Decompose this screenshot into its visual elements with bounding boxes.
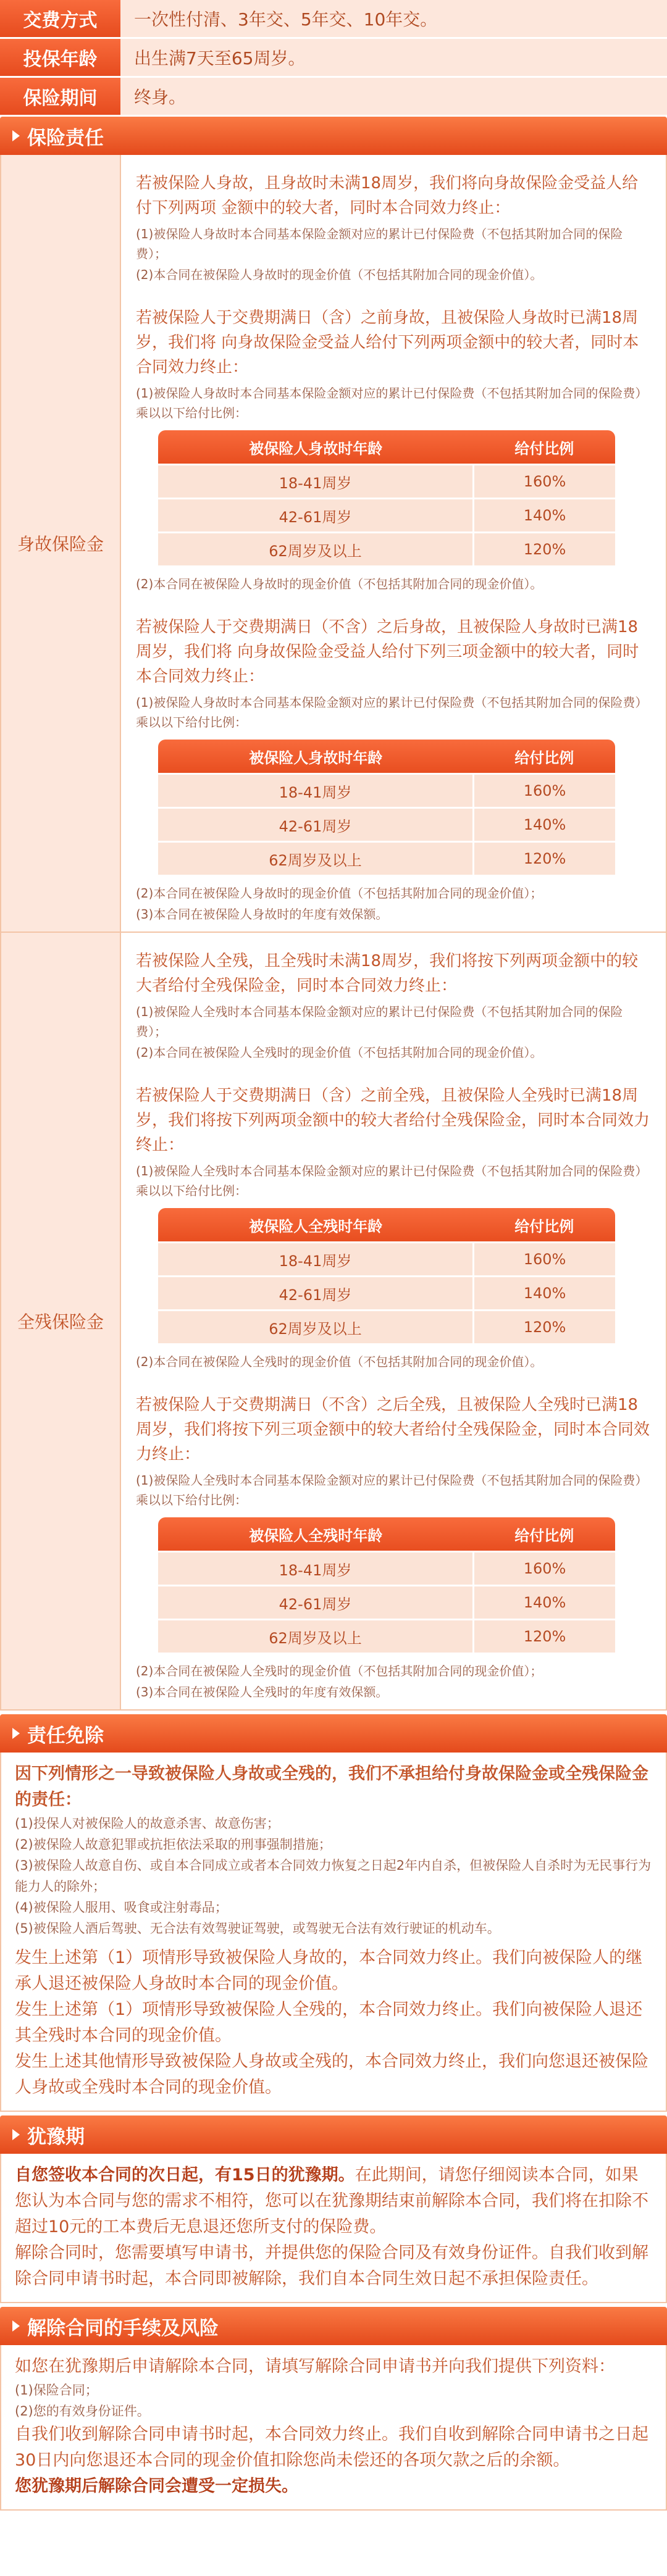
death-clause-1-item-1: (1)被保险人身故时本合同基本保险金额对应的累计已付保险费（不包括其附加合同的保险费）； xyxy=(136,227,623,261)
table-cell-age: 18-41周岁 xyxy=(158,1552,474,1586)
exemption-item: (5)被保险人酒后驾驶、无合法有效驾驶证驾驶，或驾驶无合法有效行驶证的机动车。 xyxy=(15,1921,500,1936)
table-cell-age: 62周岁及以上 xyxy=(158,1620,474,1653)
hesitation-paragraph-1 xyxy=(15,2162,652,2240)
disability-clause-2-item-2: (2)本合同在被保险人全残时的现金价值（不包括其附加合同的现金价值）。 xyxy=(136,1354,543,1369)
death-ratio-table-1 xyxy=(158,430,615,565)
table-row xyxy=(158,1552,615,1586)
cancel-intro: 如您在犹豫期后申请解除本合同，请填写解除合同申请书并向我们提供下列资料： xyxy=(15,2357,615,2376)
exemption-intro: 因下列情形之一导致被保险人身故或全残的，我们不承担给付身故保险金或全残保险金的责任： xyxy=(15,1764,648,1809)
disability-clause-3-item-3: (3)本合同在被保险人全残时的年度有效保额。 xyxy=(136,1685,388,1699)
death-clause-3-item-1: (1)被保险人身故时本合同基本保险金额对应的累计已付保险费（不包括其附加合同的保险费）乘以以下给付比例： xyxy=(136,695,648,730)
section-title: 责任免除 xyxy=(27,1724,104,1747)
exemption-item: (2)被保险人故意犯罪或抗拒依法采取的刑事强制措施； xyxy=(15,1837,332,1852)
table-cell-age: 62周岁及以上 xyxy=(158,533,474,566)
cancel-item: (2)您的有效身份证件。 xyxy=(15,2404,150,2419)
triangle-icon xyxy=(12,2320,20,2332)
hesitation-bold-lead: 自您签收本合同的次日起，有15日的犹豫期。 xyxy=(15,2165,355,2185)
exemption-item: (4)被保险人服用、吸食或注射毒品； xyxy=(15,1900,228,1915)
table-row xyxy=(158,1243,615,1277)
death-benefit-body xyxy=(121,155,666,932)
section-title: 解除合同的手续及风险 xyxy=(27,2317,219,2340)
table-row xyxy=(158,1620,615,1653)
table-header-ratio: 给付比例 xyxy=(474,1517,616,1552)
table-cell-age: 62周岁及以上 xyxy=(158,1311,474,1344)
table-row xyxy=(158,533,615,566)
exemption-after: 发生上述其他情形导致被保险人身故或全残的，本合同效力终止，我们向您退还被保险人身故或全残时本合同的现金价值。 xyxy=(15,2052,648,2097)
death-clause-3: 若被保险人于交费期满日（不含）之后身故，且被保险人身故时已满18周岁，我们将 向身故保险金受益人给付下列三项金额中的较大者，同时本合同效力终止： xyxy=(136,618,639,686)
table-cell-age: 42-61周岁 xyxy=(158,1277,474,1311)
table-header-age: 被保险人身故时年龄 xyxy=(158,430,474,465)
disability-benefit-label: 全残保险金 xyxy=(1,933,121,1709)
table-header-age: 被保险人全残时年龄 xyxy=(158,1208,474,1243)
hesitation-rest: 在此期间，请您仔细阅读本合同，如果您认为本合同与您的需求不相符，您可以在犹豫期结束前解除本合同，我们将在扣除不超过10元的工本费后无息退还您所支付的保险费。 xyxy=(15,2165,648,2236)
exemption-after: 发生上述第（1）项情形导致被保险人身故的，本合同效力终止。我们向被保险人的继承人退还被保险人身故时本合同的现金价值。 xyxy=(15,1948,643,1993)
table-cell-age: 42-61周岁 xyxy=(158,1586,474,1620)
hesitation-box xyxy=(0,2154,667,2303)
table-cell-ratio: 120% xyxy=(474,1620,616,1653)
table-header-age: 被保险人全残时年龄 xyxy=(158,1517,474,1552)
table-header-age: 被保险人身故时年龄 xyxy=(158,740,474,774)
exemption-item: (1)投保人对被保险人的故意杀害、故意伤害； xyxy=(15,1816,280,1831)
triangle-icon xyxy=(12,130,20,141)
death-clause-1-item-2: (2)本合同在被保险人身故时的现金价值（不包括其附加合同的现金价值）。 xyxy=(136,267,543,282)
info-row-age xyxy=(0,39,667,78)
table-row xyxy=(158,842,615,875)
disability-clause-3: 若被保险人于交费期满日（不含）之后全残，且被保险人全残时已满18周岁，我们将按下列三项金额中的较大者给付全残保险金，同时本合同效力终止： xyxy=(136,1396,650,1464)
death-ratio-table-2 xyxy=(158,740,615,875)
cancel-box xyxy=(0,2345,667,2511)
table-cell-ratio: 140% xyxy=(474,1277,616,1311)
table-row xyxy=(158,808,615,842)
table-header-ratio: 给付比例 xyxy=(474,430,616,465)
table-cell-age: 42-61周岁 xyxy=(158,499,474,533)
death-clause-3-item-2: (2)本合同在被保险人身故时的现金价值（不包括其附加合同的现金价值）； xyxy=(136,886,543,901)
death-benefit-label: 身故保险金 xyxy=(1,155,121,932)
section-header-responsibility xyxy=(0,117,667,155)
table-cell-ratio: 120% xyxy=(474,1311,616,1344)
table-row xyxy=(158,1311,615,1344)
table-cell-ratio: 160% xyxy=(474,465,616,499)
section-header-cancel xyxy=(0,2307,667,2345)
section-header-hesitation xyxy=(0,2115,667,2154)
table-cell-age: 18-41周岁 xyxy=(158,774,474,808)
disability-clause-2-item-1: (1)被保险人全残时本合同基本保险金额对应的累计已付保险费（不包括其附加合同的保险费）乘以以下给付比例： xyxy=(136,1164,648,1198)
table-cell-ratio: 160% xyxy=(474,1552,616,1586)
disability-clause-1-item-2: (2)本合同在被保险人全残时的现金价值（不包括其附加合同的现金价值）。 xyxy=(136,1045,543,1060)
table-header-ratio: 给付比例 xyxy=(474,740,616,774)
death-clause-3-item-3: (3)本合同在被保险人身故时的年度有效保额。 xyxy=(136,907,388,922)
table-row xyxy=(158,465,615,499)
table-row xyxy=(158,1277,615,1311)
disability-clause-2: 若被保险人于交费期满日（含）之前全残，且被保险人全残时已满18周岁，我们将按下列两项金额中的较大者给付全残保险金，同时本合同效力终止： xyxy=(136,1086,650,1154)
info-value: 出生满7天至65周岁。 xyxy=(120,39,667,76)
table-row xyxy=(158,1586,615,1620)
info-label: 保险期间 xyxy=(0,78,120,115)
cancel-paragraph-2: 自我们收到解除合同申请书时起，本合同效力终止。我们自收到解除合同申请书之日起30日内向您退还本合同的现金价值扣除您尚未偿还的各项欠款之后的余额。 xyxy=(15,2425,648,2470)
table-cell-ratio: 160% xyxy=(474,774,616,808)
death-clause-2: 若被保险人于交费期满日（含）之前身故，且被保险人身故时已满18周岁，我们将 向身故保险金受益人给付下列两项金额中的较大者，同时本合同效力终止： xyxy=(136,309,639,377)
disability-benefit-body xyxy=(121,933,666,1709)
section-title: 保险责任 xyxy=(27,127,104,149)
disability-clause-3-item-1: (1)被保险人全残时本合同基本保险金额对应的累计已付保险费（不包括其附加合同的保险费）乘以以下给付比例： xyxy=(136,1473,648,1507)
table-cell-ratio: 120% xyxy=(474,842,616,875)
exemption-item: (3)被保险人故意自伤、或自本合同成立或者本合同效力恢复之日起2年内自杀，但被保险人自杀时为无民事行为能力人的除外； xyxy=(15,1858,652,1894)
table-cell-age: 18-41周岁 xyxy=(158,1243,474,1277)
table-cell-age: 18-41周岁 xyxy=(158,465,474,499)
cancel-warning: 您犹豫期后解除合同会遭受一定损失。 xyxy=(15,2477,298,2496)
cancel-item: (1)保险合同； xyxy=(15,2383,98,2398)
disability-clause-1-item-1: (1)被保险人全残时本合同基本保险金额对应的累计已付保险费（不包括其附加合同的保险费）； xyxy=(136,1004,623,1039)
section-title: 犹豫期 xyxy=(27,2125,85,2148)
table-cell-ratio: 140% xyxy=(474,808,616,842)
info-row-payment xyxy=(0,0,667,39)
disability-clause-3-item-2: (2)本合同在被保险人全残时的现金价值（不包括其附加合同的现金价值）； xyxy=(136,1664,543,1678)
death-benefit-block xyxy=(0,155,667,933)
disability-ratio-table-2 xyxy=(158,1517,615,1653)
info-value: 终身。 xyxy=(120,78,667,115)
table-header-ratio: 给付比例 xyxy=(474,1208,616,1243)
table-cell-ratio: 160% xyxy=(474,1243,616,1277)
table-cell-ratio: 140% xyxy=(474,1586,616,1620)
death-clause-2-item-2: (2)本合同在被保险人身故时的现金价值（不包括其附加合同的现金价值）。 xyxy=(136,577,543,591)
death-clause-1: 若被保险人身故，且身故时未满18周岁，我们将向身故保险金受益人给付下列两项 金额中的较大者，同时本合同效力终止： xyxy=(136,174,639,217)
death-clause-2-item-1: (1)被保险人身故时本合同基本保险金额对应的累计已付保险费（不包括其附加合同的保险费）乘以以下给付比例： xyxy=(136,386,648,420)
disability-benefit-block xyxy=(0,933,667,1711)
exemption-box xyxy=(0,1753,667,2112)
table-cell-ratio: 120% xyxy=(474,533,616,566)
table-cell-age: 42-61周岁 xyxy=(158,808,474,842)
info-label: 交费方式 xyxy=(0,0,120,37)
triangle-icon xyxy=(12,2129,20,2140)
table-row xyxy=(158,774,615,808)
triangle-icon xyxy=(12,1728,20,1739)
info-value: 一次性付清、3年交、5年交、10年交。 xyxy=(120,0,667,37)
disability-clause-1: 若被保险人全残，且全残时未满18周岁，我们将按下列两项金额中的较大者给付全残保险金，同时本合同效力终止： xyxy=(136,952,639,995)
table-row xyxy=(158,499,615,533)
exemption-after: 发生上述第（1）项情形导致被保险人全残的，本合同效力终止。我们向被保险人退还其全残时本合同的现金价值。 xyxy=(15,2000,643,2045)
info-row-period xyxy=(0,78,667,117)
table-cell-ratio: 140% xyxy=(474,499,616,533)
section-header-exemption xyxy=(0,1714,667,1753)
disability-ratio-table-1 xyxy=(158,1208,615,1343)
table-cell-age: 62周岁及以上 xyxy=(158,842,474,875)
info-label: 投保年龄 xyxy=(0,39,120,76)
hesitation-paragraph-2: 解除合同时，您需要填写申请书，并提供您的保险合同及有效身份证件。自我们收到解除合同申请书时起，本合同即被解除，我们自本合同生效日起不承担保险责任。 xyxy=(15,2243,648,2288)
